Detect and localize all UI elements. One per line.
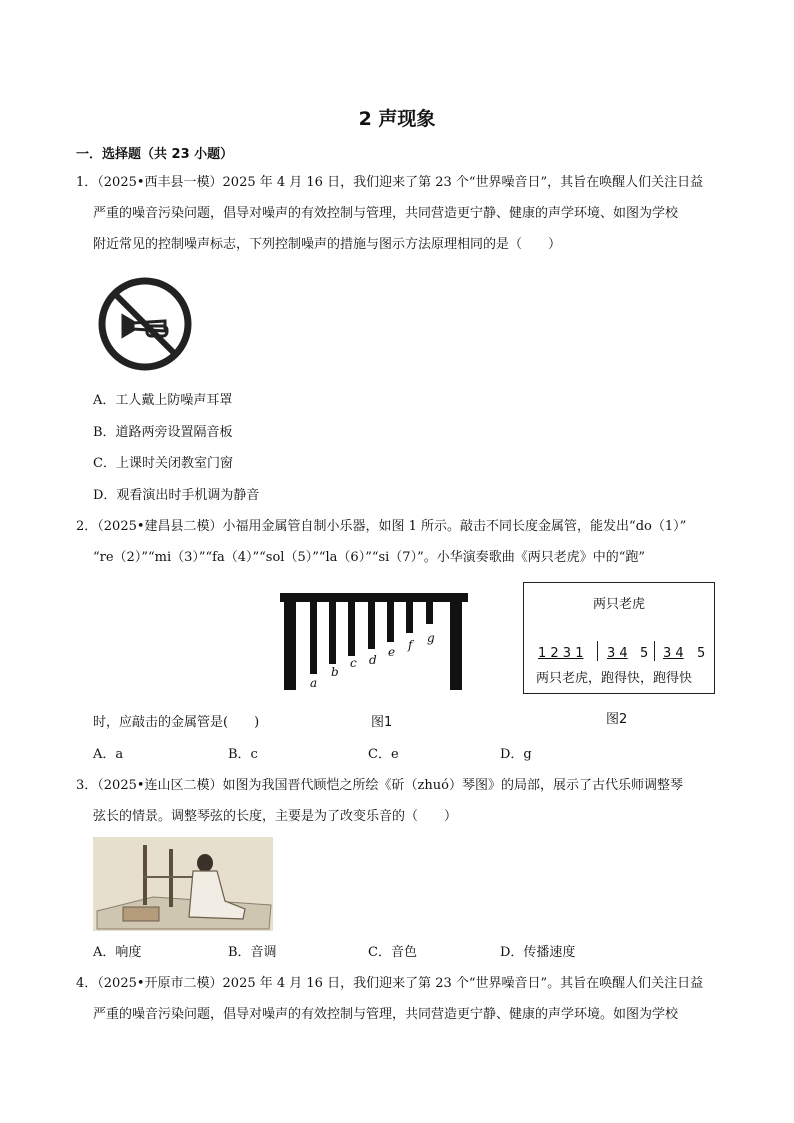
q3-option-d: D．传播速度 <box>500 945 576 960</box>
figure-2-song-box <box>523 582 715 694</box>
figure-1-label: 图1 <box>371 715 393 730</box>
q3-option-a: A．响度 <box>93 945 142 960</box>
q3-line-1: 3．（2025•连山区二模）如图为我国晋代顾恺之所绘《斫（zhuó）琴图》的局部，展示了古代乐师调整琴 <box>76 778 683 793</box>
tube-label-b: b <box>331 665 339 679</box>
song-lyrics: 两只老虎，跑得快，跑得快 <box>536 671 693 686</box>
bar-line <box>654 641 655 661</box>
song-notes-2: 3 4 <box>607 646 628 661</box>
page-title: 2 声现象 <box>358 108 436 130</box>
q1-option-b: B．道路两旁设置隔音板 <box>93 425 233 440</box>
q2-line-3: 时，应敲击的金属管是( ) <box>93 715 260 730</box>
q1-line-2: 严重的噪音污染问题，倡导对噪声的有效控制与管理，共同营造更宁静、健康的声学环境、如图为学校 <box>93 206 679 221</box>
q2-option-b: B．c <box>228 747 258 762</box>
song-notes-5: 5 <box>697 646 706 661</box>
q1-option-a: A．工人戴上防噪声耳罩 <box>93 393 233 408</box>
section-heading: 一．选择题（共 23 小题） <box>76 147 234 162</box>
song-notes-1: 1 2 3 1 <box>538 646 584 661</box>
song-notes-4: 3 4 <box>663 646 684 661</box>
tube-label-a: a <box>310 676 318 690</box>
tube-label-c: c <box>350 656 357 670</box>
q3-option-b: B．音调 <box>228 945 277 960</box>
q2-line-1: 2．（2025•建昌县二模）小福用金属管自制小乐器，如图 1 所示。敲击不同长度金属管，能发出“do（1）” <box>76 519 687 534</box>
q1-line-3: 附近常见的控制噪声标志，下列控制噪声的措施与图示方法原理相同的是（ ） <box>93 237 562 252</box>
song-notes-3: 5 <box>640 646 649 661</box>
zhuo-qin-painting-image <box>93 837 273 931</box>
tube-label-d: d <box>369 653 377 667</box>
tube-label-g: g <box>427 631 435 645</box>
q2-option-a: A．a <box>93 747 124 762</box>
tube-label-f: f <box>408 638 413 652</box>
q3-line-2: 弦长的情景。调整琴弦的长度，主要是为了改变乐音的（ ） <box>93 809 458 824</box>
q2-option-c: C．e <box>368 747 399 762</box>
q1-option-d: D．观看演出时手机调为静音 <box>93 488 260 503</box>
figure-2-label: 图2 <box>606 712 628 727</box>
q2-option-d: D．g <box>500 747 532 762</box>
q1-line-1: 1．（2025•西丰县一模）2025 年 4 月 16 日，我们迎来了第 23 个“世界噪音日”，其旨在唤醒人们关注日益 <box>76 175 704 190</box>
q1-option-c: C．上课时关闭教室门窗 <box>93 456 233 471</box>
figure-1-metal-tubes <box>278 590 470 694</box>
q4-line-2: 严重的噪音污染问题，倡导对噪声的有效控制与管理，共同营造更宁静、健康的声学环境。如图为学校 <box>93 1007 679 1022</box>
q2-line-2: “re（2）”“mi（3）”“fa（4）”“sol（5）”“la（6）”“si（7）”。小华演奏歌曲《两只老虎》中的“跑” <box>93 550 646 565</box>
bar-line <box>597 641 598 661</box>
q3-option-c: C．音色 <box>368 945 417 960</box>
q4-line-1: 4．（2025•开原市二模）2025 年 4 月 16 日，我们迎来了第 23 个“世界噪音日”。其旨在唤醒人们关注日益 <box>76 976 704 991</box>
no-horn-sign-image <box>95 276 195 372</box>
tube-label-e: e <box>388 645 396 659</box>
song-title: 两只老虎 <box>592 597 645 612</box>
